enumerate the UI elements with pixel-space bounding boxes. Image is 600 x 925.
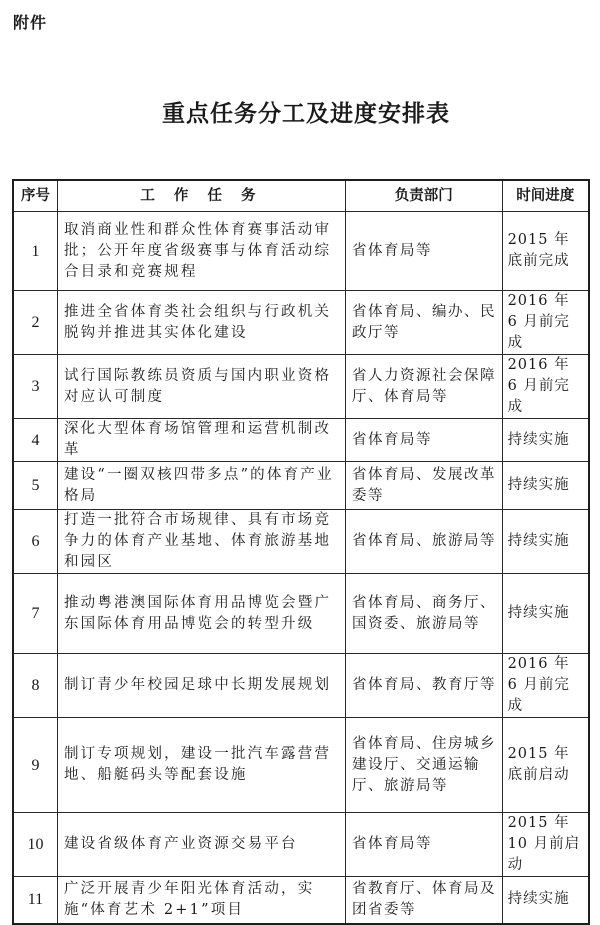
header-task: 工 作 任 务 [57,180,345,212]
table-row [13,718,589,813]
table-row [13,462,589,510]
cell-time: 2015 年底前启动 [502,718,589,813]
table-row [13,877,589,924]
header-no: 序号 [13,180,57,212]
cell-time: 持续实施 [502,510,589,574]
cell-dept: 省体育局等 [345,419,502,462]
cell-task: 深化大型体育场馆管理和运营机制改革 [57,419,345,462]
table-header-row [13,180,589,212]
cell-task: 打造一批符合市场规律、具有市场竞争力的体育产业基地、体育旅游基地和园区 [57,510,345,574]
cell-no: 9 [13,718,57,813]
table-row [13,291,589,355]
cell-task: 制订专项规划，建设一批汽车露营营地、船艇码头等配套设施 [57,718,345,813]
cell-no: 3 [13,355,57,419]
cell-time: 2016 年 6 月前完成 [502,654,589,718]
cell-task: 建设“一圈双核四带多点”的体育产业格局 [57,462,345,510]
cell-time: 持续实施 [502,462,589,510]
cell-no: 10 [13,813,57,877]
cell-time: 2016 年 6 月前完成 [502,355,589,419]
cell-dept: 省体育局、编办、民政厅等 [345,291,502,355]
cell-dept: 省体育局等 [345,212,502,291]
cell-no: 6 [13,510,57,574]
task-assignment-table [12,179,590,925]
cell-time: 2015 年底前完成 [502,212,589,291]
cell-time: 持续实施 [502,877,589,924]
cell-task: 取消商业性和群众性体育赛事活动审批；公开年度省级赛事与体育活动综合目录和竞赛规程 [57,212,345,291]
table-row [13,813,589,877]
table-row [13,355,589,419]
cell-time: 2015 年 10 月前启动 [502,813,589,877]
cell-dept: 省体育局、旅游局等 [345,510,502,574]
cell-dept: 省体育局、商务厅、国资委、旅游局等 [345,574,502,654]
cell-time: 持续实施 [502,574,589,654]
table-row [13,510,589,574]
cell-task: 推进全省体育类社会组织与行政机关脱钩并推进其实体化建设 [57,291,345,355]
cell-no: 2 [13,291,57,355]
cell-dept: 省人力资源社会保障厅、体育局等 [345,355,502,419]
table-row [13,212,589,291]
cell-no: 5 [13,462,57,510]
cell-dept: 省体育局、住房城乡建设厅、交通运输厅、旅游局等 [345,718,502,813]
attachment-label: 附件 [13,13,48,32]
cell-task: 广泛开展青少年阳光体育活动，实施“体育艺术 2+1”项目 [57,877,345,924]
cell-no: 8 [13,654,57,718]
header-time: 时间进度 [502,180,589,212]
cell-dept: 省体育局、发展改革委等 [345,462,502,510]
cell-no: 4 [13,419,57,462]
cell-time: 2016 年 6 月前完成 [502,291,589,355]
cell-task: 推动粤港澳国际体育用品博览会暨广东国际体育用品博览会的转型升级 [57,574,345,654]
cell-task: 建设省级体育产业资源交易平台 [57,813,345,877]
cell-dept: 省体育局等 [345,813,502,877]
cell-no: 7 [13,574,57,654]
table-row [13,419,589,462]
cell-time: 持续实施 [502,419,589,462]
cell-task: 制订青少年校园足球中长期发展规划 [57,654,345,718]
cell-dept: 省教育厅、体育局及团省委等 [345,877,502,924]
cell-no: 1 [13,212,57,291]
table-row [13,654,589,718]
table-row [13,574,589,654]
page-title: 重点任务分工及进度安排表 [162,100,450,127]
cell-task: 试行国际教练员资质与国内职业资格对应认可制度 [57,355,345,419]
cell-dept: 省体育局、教育厅等 [345,654,502,718]
header-dept: 负责部门 [345,180,502,212]
cell-no: 11 [13,877,57,924]
